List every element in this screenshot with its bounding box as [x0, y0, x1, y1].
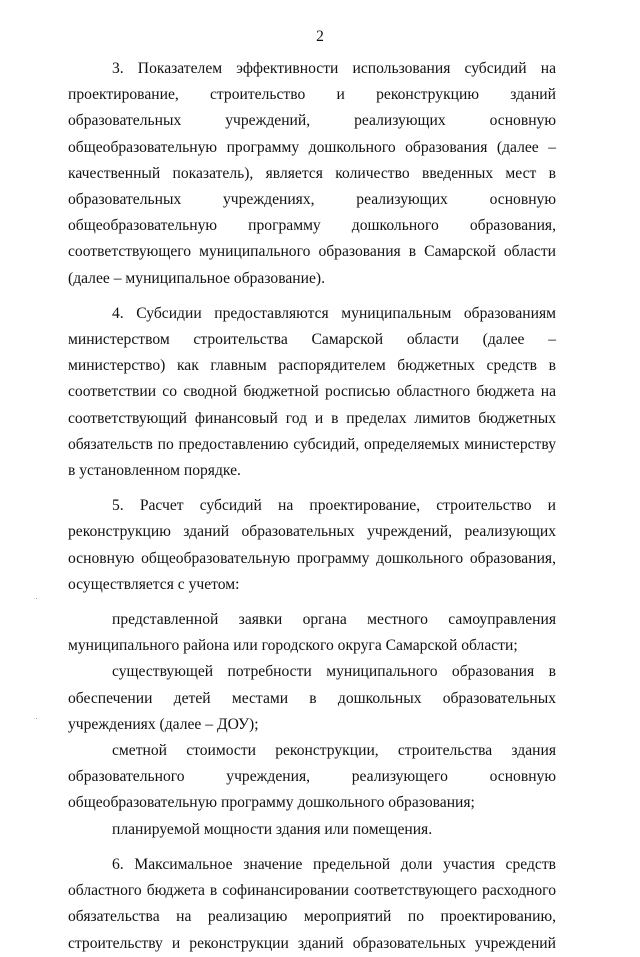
scan-artifact — [36, 718, 37, 719]
scan-artifact — [36, 598, 37, 599]
paragraph-6-max-share: 6. Максимальное значение предельной доли участия средств областного бюджета в софинансировании соответствующего расходного обязательства на реализацию мероприятий по проектированию, строительству и реконструкции зданий образовательных учреждений — [68, 855, 556, 952]
list-item-existing-need: существующей потребности муниципального образования в обеспечении детей местами в дошкольных образовательных учреждениях (далее – ДОУ); — [68, 663, 556, 733]
document-body — [68, 56, 556, 957]
list-item-planned-capacity: планируемой мощности здания или помещения. — [112, 820, 433, 838]
list-item-estimated-cost: сметной стоимости реконструкции, строительства здания образовательного учреждения, реализующего основную общеобразовательную программу дошкольного образования; — [68, 742, 556, 812]
list-item-application: представленной заявки органа местного самоуправления муниципального района или городского округа Самарской области; — [68, 611, 556, 655]
page-number: 2 — [316, 28, 324, 45]
paragraph-4-subsidy-provision: 4. Субсидии предоставляются муниципальным образованиям министерством строительства Самарской области (далее – министерство) как главным распорядителем бюджетных средств в соответствии со сводной бюджетной росписью областного бюджета на соответствующий финансовый год и в пределах лимитов бюджетных обязательств по предоставлению субсидий, определяемых министерству в установленном порядке. — [68, 304, 556, 480]
paragraph-3-efficiency-indicator: 3. Показателем эффективности использования субсидий на проектирование, строительство и реконструкцию зданий образовательных учреждений, реализующих основную общеобразовательную программу дошкольного образования (далее – качественный показатель), является количество введенных мест в образовательных учреждениях, реализующих основную общеобразовательную программу дошкольного образования, соответствующего муниципального образования в Самарской области (далее – муниципальное образование). — [68, 60, 556, 287]
paragraph-5-subsidy-calculation: 5. Расчет субсидий на проектирование, строительство и реконструкцию зданий образовательных учреждений, реализующих основную общеобразовательную программу дошкольного образования, осуществляется с учетом: — [68, 497, 556, 593]
